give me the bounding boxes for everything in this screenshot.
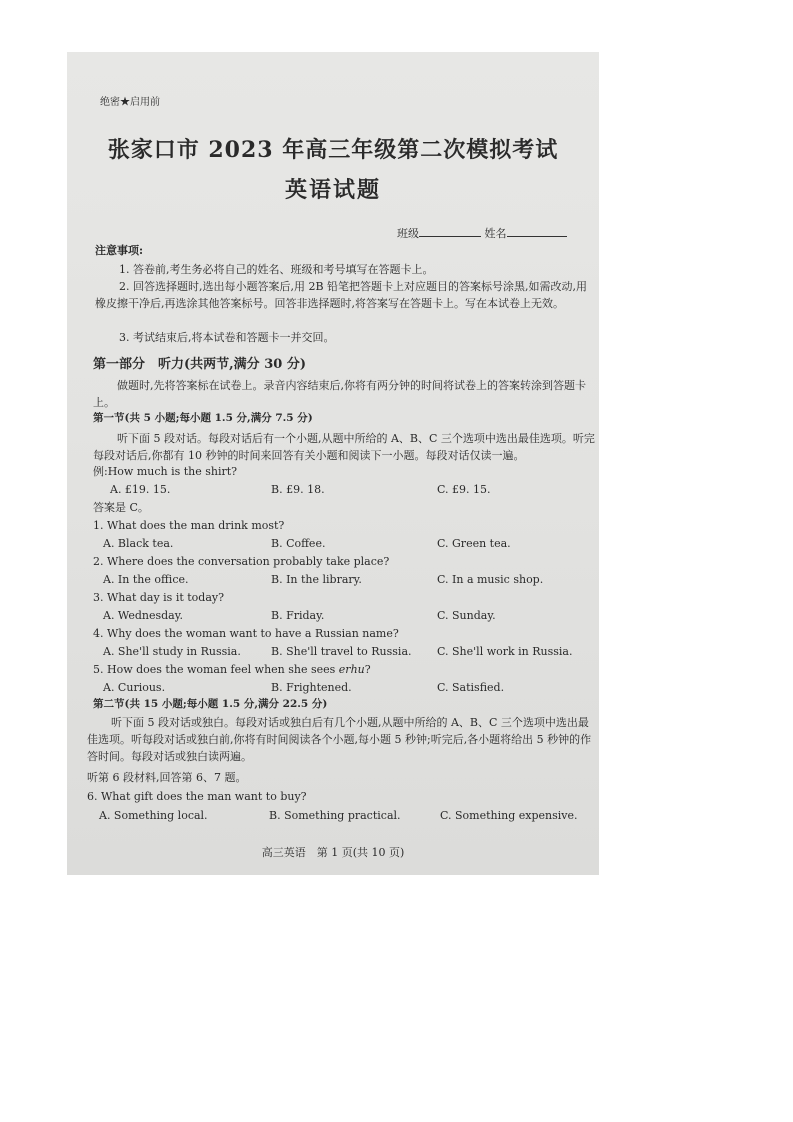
q2-option-c: C. In a music shop. bbox=[437, 573, 544, 586]
section1-heading: 第一节(共 5 小题;每小题 1.5 分,满分 7.5 分) bbox=[93, 412, 313, 424]
notice-item-2: 2. 回答选择题时,选出每小题答案后,用 2B 铅笔把答题卡上对应题目的答案标号涂黑,如需改动,用橡皮擦干净后,再选涂其他答案标号。回答非选择题时,将答案写在答题卡上。写在本试卷上无效。 bbox=[95, 280, 588, 310]
q3-option-a: A. Wednesday. bbox=[103, 609, 183, 622]
q2-option-a: A. In the office. bbox=[103, 573, 189, 586]
q3-option-c: C. Sunday. bbox=[437, 609, 496, 622]
q4-option-b: B. She'll travel to Russia. bbox=[271, 645, 412, 658]
notice-item-1: 1. 答卷前,考生务必将自己的姓名、班级和考号填写在答题卡上。 bbox=[119, 263, 434, 276]
q4-option-a: A. She'll study in Russia. bbox=[103, 645, 241, 658]
notice-heading: 注意事项: bbox=[95, 244, 144, 257]
exam-subtitle: 英语试题 bbox=[284, 177, 381, 203]
q6-option-a: A. Something local. bbox=[99, 809, 208, 822]
q4-option-c: C. She'll work in Russia. bbox=[437, 645, 573, 658]
example-option-c: C. £9. 15. bbox=[437, 483, 491, 496]
q2-option-b: B. In the library. bbox=[271, 573, 362, 586]
student-info bbox=[397, 226, 567, 241]
class-label: 班级 bbox=[397, 227, 419, 240]
part1-heading: 第一部分 听力(共两节,满分 30 分) bbox=[93, 357, 306, 372]
notice-item-3: 3. 考试结束后,将本试卷和答题卡一并交回。 bbox=[119, 331, 335, 344]
exam-page bbox=[67, 52, 599, 875]
q1-option-b: B. Coffee. bbox=[271, 537, 326, 550]
q5-text: 5. How does the woman feel when she sees bbox=[93, 663, 339, 676]
example-option-a: A. £19. 15. bbox=[110, 483, 171, 496]
q5-option-a: A. Curious. bbox=[103, 681, 166, 694]
question-1: 1. What does the man drink most? bbox=[93, 519, 285, 532]
question-2: 2. Where does the conversation probably take place? bbox=[93, 555, 390, 568]
exam-title: 张家口市 2023 年高三年级第二次模拟考试 bbox=[107, 137, 559, 163]
example-answer: 答案是 C。 bbox=[93, 501, 149, 514]
section2-intro: 听下面 5 段对话或独白。每段对话或独白后有几个小题,从题中所给的 A、B、C 三个选项中选出最佳选项。听每段对话或独白前,你将有时间阅读各个小题,每小题 5 秒钟;听完后,各小题将给出 5 秒钟的作答时间。每段对话或独白读两遍。 bbox=[87, 716, 592, 763]
page-footer: 高三英语 第 1 页(共 10 页) bbox=[261, 846, 405, 859]
q5-suffix: ? bbox=[364, 663, 371, 676]
q1-option-a: A. Black tea. bbox=[103, 537, 174, 550]
q3-option-b: B. Friday. bbox=[271, 609, 325, 622]
example-question: 例:How much is the shirt? bbox=[93, 465, 238, 478]
part1-intro: 做题时,先将答案标在试卷上。录音内容结束后,你将有两分钟的时间将试卷上的答案转涂到答题卡上。 bbox=[93, 379, 586, 409]
q5-italic-word: erhu bbox=[338, 663, 365, 676]
q1-option-c: C. Green tea. bbox=[437, 537, 511, 550]
section2-heading: 第二节(共 15 小题;每小题 1.5 分,满分 22.5 分) bbox=[93, 698, 328, 710]
question-4: 4. Why does the woman want to have a Russian name? bbox=[93, 627, 399, 640]
class-blank bbox=[419, 226, 481, 237]
q5-option-b: B. Frightened. bbox=[271, 681, 352, 694]
name-blank bbox=[507, 226, 567, 237]
confidential-label: 绝密★启用前 bbox=[100, 97, 160, 108]
q5-option-c: C. Satisfied. bbox=[437, 681, 505, 694]
q6-option-b: B. Something practical. bbox=[269, 809, 401, 822]
section1-intro: 听下面 5 段对话。每段对话后有一个小题,从题中所给的 A、B、C 三个选项中选出最佳选项。听完每段对话后,你都有 10 秒钟的时间来回答有关小题和阅读下一小题。每段对话仅读一遍。 bbox=[93, 432, 595, 462]
name-label: 姓名 bbox=[484, 227, 507, 240]
question-6: 6. What gift does the man want to buy? bbox=[87, 790, 307, 803]
q6-option-c: C. Something expensive. bbox=[440, 809, 578, 822]
example-option-b: B. £9. 18. bbox=[271, 483, 325, 496]
question-5 bbox=[93, 663, 371, 677]
material-6-note: 听第 6 段材料,回答第 6、7 题。 bbox=[87, 771, 247, 784]
question-3: 3. What day is it today? bbox=[93, 591, 225, 604]
